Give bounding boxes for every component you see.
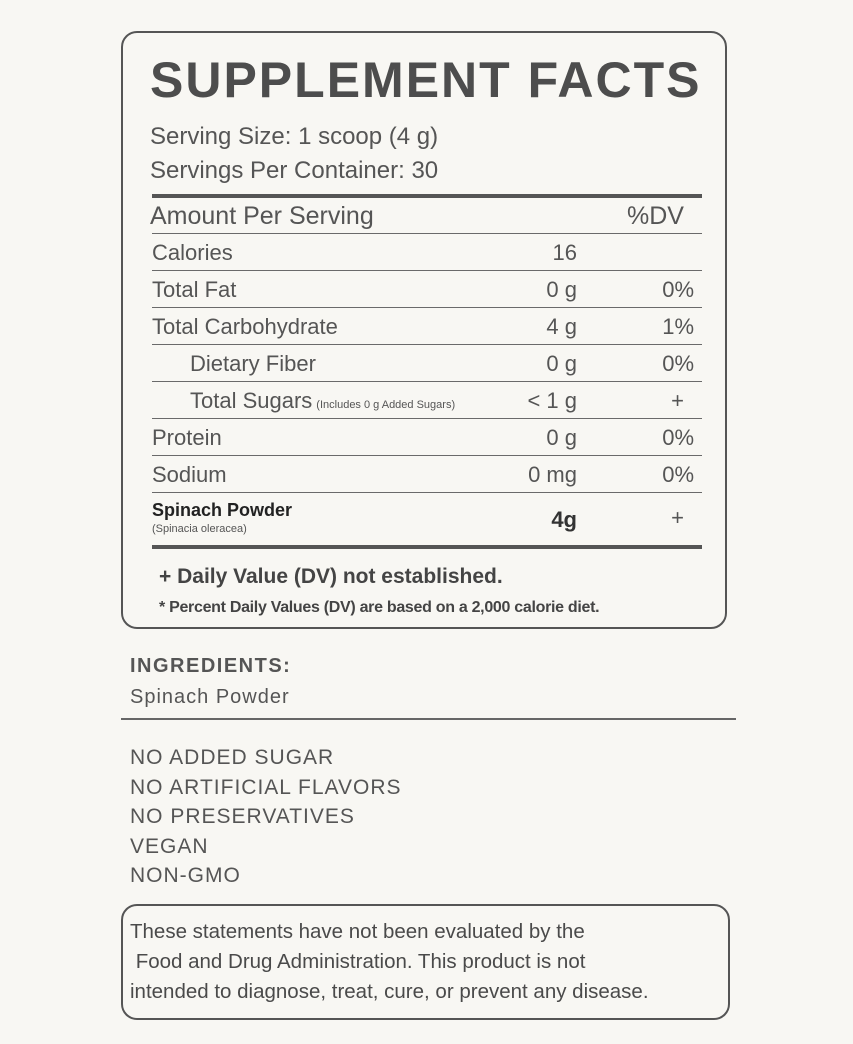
fda-disclaimer-text: These statements have not been evaluated by the Food and Drug Administration. This product is not intended to diagnose, treat, cure, or prevent any disease. (130, 920, 649, 1003)
nutrient-row-protein (152, 419, 702, 456)
nutrient-dv: 0% (662, 462, 694, 487)
nutrient-amount: 0 g (546, 351, 577, 376)
thick-divider-top (152, 194, 702, 198)
ingredients-heading: INGREDIENTS: (130, 655, 292, 677)
claims-list (130, 743, 402, 891)
nutrient-row-total-fat (152, 271, 702, 308)
nutrient-label: Dietary Fiber (190, 351, 316, 376)
nutrient-amount: 0 mg (528, 462, 577, 487)
ingredients-value: Spinach Powder (130, 686, 290, 708)
nutrient-amount: < 1 g (527, 388, 577, 413)
nutrient-dv: 0% (662, 277, 694, 302)
nutrient-row-dietary-fiber (152, 345, 702, 382)
ingredient-name: Spinach Powder (152, 500, 293, 520)
dv-header: %DV (627, 202, 684, 230)
thick-divider-bottom (152, 545, 702, 549)
nutrient-amount: 0 g (546, 425, 577, 450)
nutrient-dv: 1% (662, 314, 694, 339)
nutrient-label: Calories (152, 240, 233, 265)
nutrient-label: Total Sugars (190, 388, 313, 413)
nutrient-label-group (190, 390, 455, 412)
ingredient-dv: + (671, 505, 684, 530)
ingredient-row-spinach (152, 493, 702, 543)
dv-not-established-note: + Daily Value (DV) not established. (159, 565, 503, 588)
nutrient-label: Protein (152, 425, 222, 450)
fda-disclaimer-box (121, 904, 730, 1020)
nutrient-label: Total Carbohydrate (152, 314, 338, 339)
claim-item: NON-GMO (130, 864, 241, 887)
claim-item: NO PRESERVATIVES (130, 805, 355, 828)
ingredients-divider (121, 718, 736, 720)
claim-item: VEGAN (130, 834, 209, 858)
nutrient-row-calories (152, 234, 702, 271)
nutrient-row-total-sugars (152, 382, 702, 419)
nutrient-dv: 0% (662, 351, 694, 376)
nutrient-amount: 16 (552, 240, 577, 265)
nutrient-label: Sodium (152, 462, 227, 487)
claim-item: NO ADDED SUGAR (130, 746, 335, 769)
nutrient-dv: + (671, 388, 684, 413)
percent-dv-note: * Percent Daily Values (DV) are based on a 2,000 calorie diet. (159, 599, 600, 616)
serving-size: Serving Size: 1 scoop (4 g) (150, 123, 439, 150)
nutrient-row-total-carbohydrate (152, 308, 702, 345)
ingredient-amount: 4g (551, 507, 577, 532)
nutrient-amount: 4 g (546, 314, 577, 339)
nutrient-row-sodium (152, 456, 702, 493)
facts-title: SUPPLEMENT FACTS (150, 52, 702, 108)
nutrient-label: Total Fat (152, 277, 237, 302)
supplement-facts-panel (121, 31, 727, 629)
amount-per-serving-header: Amount Per Serving (150, 202, 374, 230)
nutrient-dv: 0% (662, 425, 694, 450)
added-sugars-note: (Includes 0 g Added Sugars) (316, 399, 456, 411)
servings-per-container: Servings Per Container: 30 (150, 157, 439, 184)
claim-item: NO ARTIFICIAL FLAVORS (130, 775, 402, 799)
nutrient-amount: 0 g (546, 277, 577, 302)
ingredient-scientific-name: (Spinacia oleracea) (152, 523, 247, 535)
